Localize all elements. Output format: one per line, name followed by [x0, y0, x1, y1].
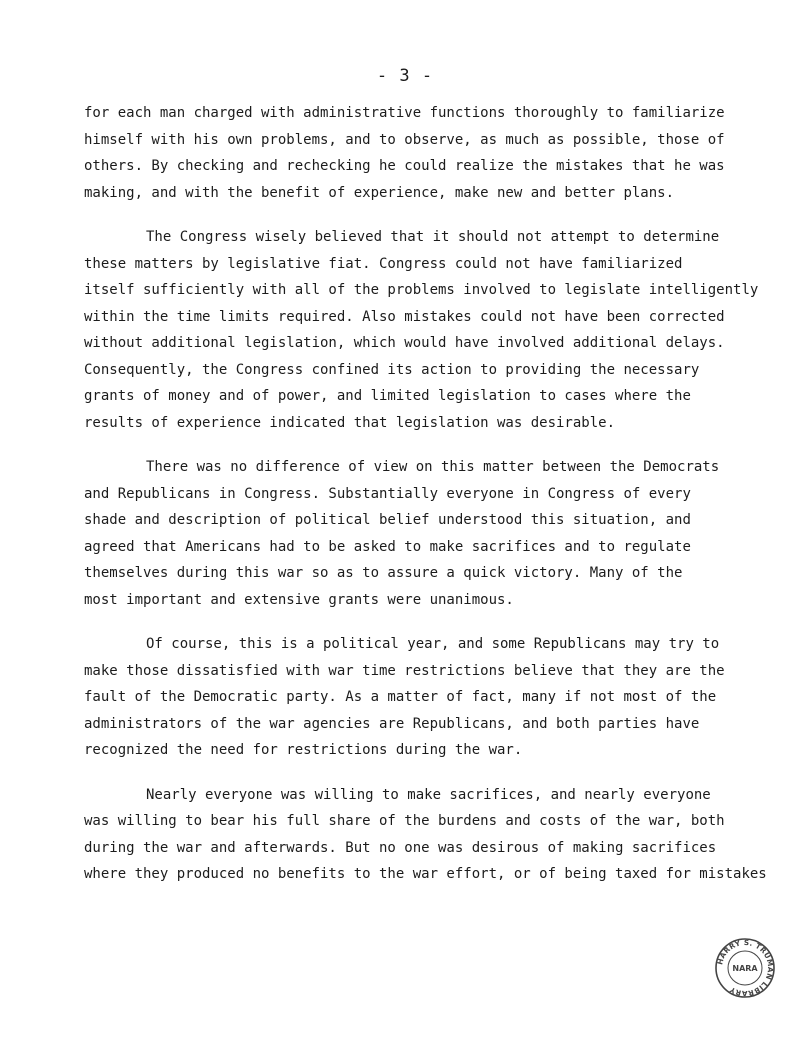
text-line: and Republicans in Congress. Substantially everyone in Congress of every	[84, 485, 691, 502]
text-line: administrators of the war agencies are Republicans, and both parties have	[84, 715, 700, 732]
text-line: these matters by legislative fiat. Congress could not have familiarized	[84, 255, 683, 272]
text-line: where they produced no benefits to the war effort, or of being taxed for mistakes	[84, 866, 767, 882]
text-line: agreed that Americans had to be asked to make sacrifices and to regulate	[84, 538, 691, 555]
stamp-center-text: NARA	[732, 964, 758, 973]
text-line: Consequently, the Congress confined its action to providing the necessary	[84, 361, 700, 378]
text-line: during the war and afterwards. But no one was desirous of making sacrifices	[84, 839, 717, 856]
text-line: itself sufficiently with all of the problems involved to legislate intelligently	[84, 282, 759, 298]
text-line: Of course, this is a political year, and some Republicans may try to	[146, 636, 720, 652]
library-stamp-icon	[714, 937, 776, 999]
document-body	[84, 100, 767, 888]
text-line: without additional legislation, which would have involved additional delays.	[84, 335, 725, 351]
text-line: shade and description of political belief understood this situation, and	[84, 512, 691, 528]
text-line: making, and with the benefit of experience, make new and better plans.	[84, 184, 675, 201]
paragraph	[84, 782, 767, 888]
paragraph	[84, 100, 744, 206]
text-line: for each man charged with administrative functions thoroughly to familiarize	[84, 105, 725, 121]
text-line: There was no difference of view on this matter between the Democrats	[146, 459, 720, 475]
stamp-ring-text: HARRY S. TRUMAN LIBRARY	[715, 937, 776, 999]
text-line: recognized the need for restrictions during the war.	[84, 742, 523, 758]
text-line: most important and extensive grants were unanimous.	[84, 591, 514, 608]
text-line: himself with his own problems, and to observe, as much as possible, those of	[84, 131, 725, 148]
text-line: grants of money and of power, and limited legislation to cases where the	[84, 388, 691, 404]
text-line: results of experience indicated that legislation was desirable.	[84, 414, 616, 431]
page-number: - 3 -	[376, 66, 434, 86]
text-line: themselves during this war so as to assure a quick victory. Many of the	[84, 565, 683, 581]
text-line: The Congress wisely believed that it should not attempt to determine	[146, 229, 720, 245]
text-line: Nearly everyone was willing to make sacrifices, and nearly everyone	[146, 786, 711, 803]
text-line: within the time limits required. Also mistakes could not have been corrected	[84, 308, 725, 325]
text-line: make those dissatisfied with war time restrictions believe that they are the	[84, 662, 725, 679]
text-line: fault of the Democratic party. As a matter of fact, many if not most of the	[84, 689, 717, 705]
paragraph	[84, 631, 744, 764]
text-line: others. By checking and rechecking he could realize the mistakes that he was	[84, 158, 725, 174]
paragraph	[84, 454, 744, 613]
paragraph	[84, 224, 759, 436]
text-line: was willing to bear his full share of the burdens and costs of the war, both	[84, 813, 725, 829]
